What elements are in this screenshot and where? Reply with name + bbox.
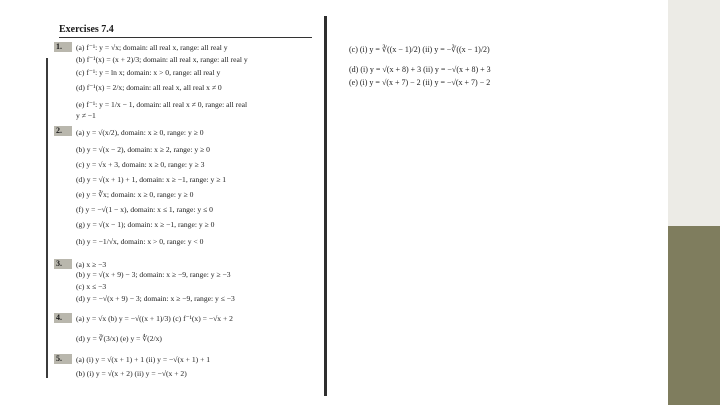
- exercise-number: 3.: [54, 259, 72, 269]
- exercise-number: 1.: [54, 42, 72, 52]
- page-title: Exercises 7.4: [59, 24, 114, 35]
- page-left-border: [46, 58, 48, 378]
- answer-line: (e) f⁻¹: y = 1/x − 1, domain: all real x ≠ 0, range: all real: [76, 100, 248, 109]
- title-underline: [59, 37, 312, 38]
- answer-line: (e) y = ∛x; domain: x ≥ 0, range: y ≥ 0: [76, 190, 194, 199]
- answer-line: (g) y = √(x − 1); domain: x ≥ −1, range: y ≥ 0: [76, 220, 215, 229]
- answer-line: (d) (i) y = √(x + 8) + 3 (ii) y = −√(x + 8) + 3: [349, 65, 491, 74]
- answer-line: (b) f⁻¹(x) = (x + 2)/3; domain: all real x, range: all real y: [76, 55, 248, 64]
- answer-line: (a) (i) y = √(x + 1) + 1 (ii) y = −√(x + 1) + 1: [76, 355, 211, 364]
- answer-line: (d) y = ∛(3/x) (e) y = ∜(2/x): [76, 334, 162, 343]
- answer-line: (b) y = √(x − 2), domain: x ≥ 2, range: y ≥ 0: [76, 145, 210, 154]
- side-accent-bar: [668, 226, 720, 405]
- answer-line: (e) (i) y = √(x + 7) − 2 (ii) y = −√(x + 7) − 2: [349, 78, 491, 87]
- answer-line: (a) y = √x (b) y = −√((x + 1)/3) (c) f⁻¹(x) = −√x + 2: [76, 314, 233, 323]
- answer-line: (c) y = √x + 3, domain: x ≥ 0, range: y ≥ 3: [76, 160, 205, 169]
- answer-line: y ≠ −1: [76, 111, 96, 120]
- column-divider: [324, 16, 327, 396]
- answer-line: (a) y = √(x/2), domain: x ≥ 0, range: y ≥ 0: [76, 128, 204, 137]
- answer-line: (d) y = −√(x + 9) − 3; domain: x ≥ −9, range: y ≤ −3: [76, 294, 235, 303]
- answer-line: (h) y = −1/√x, domain: x > 0, range: y < 0: [76, 237, 204, 246]
- answer-line: (d) f⁻¹(x) = 2/x; domain: all real x, all real x ≠ 0: [76, 83, 222, 92]
- answer-line: (b) (i) y = √(x + 2) (ii) y = −√(x + 2): [76, 369, 187, 378]
- answer-line: (c) f⁻¹: y = ln x; domain: x > 0, range: all real y: [76, 68, 221, 77]
- exercise-number: 4.: [54, 313, 72, 323]
- answer-line: (d) y = √(x + 1) + 1, domain: x ≥ −1, range: y ≥ 1: [76, 175, 227, 184]
- answer-line: (f) y = −√(1 − x), domain: x ≤ 1, range: y ≤ 0: [76, 205, 213, 214]
- answer-line: (c) (i) y = ∛((x − 1)/2) (ii) y = −∛((x − 1)/2): [349, 45, 490, 54]
- answer-line: (c) x ≤ −3: [76, 282, 107, 291]
- answer-line: (a) f⁻¹: y = √x; domain: all real x, range: all real y: [76, 43, 228, 52]
- exercise-number: 5.: [54, 354, 72, 364]
- answer-line: (a) x ≥ −3: [76, 260, 107, 269]
- answer-line: (b) y = √(x + 9) − 3; domain: x ≥ −9, range: y ≥ −3: [76, 270, 231, 279]
- exercise-number: 2.: [54, 126, 72, 136]
